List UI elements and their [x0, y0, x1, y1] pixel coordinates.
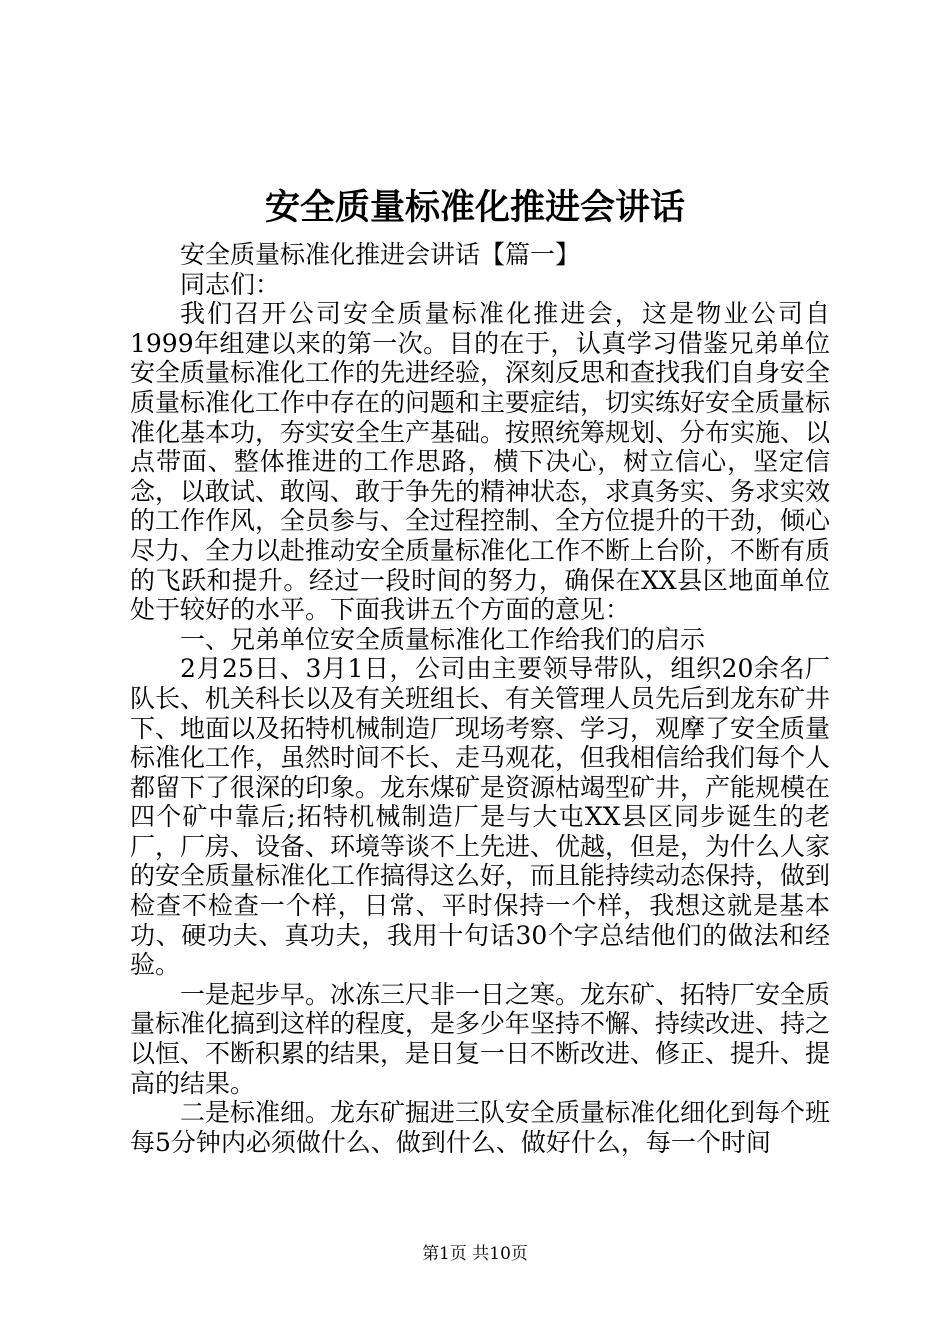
paragraph: 2月25日、3月1日，公司由主要领导带队，组织20余名厂队长、机关科长以及有关班组长、有关管理人员先后到龙东矿井下、地面以及拓特机械制造厂现场考察、学习，观摩了安全质量标准化工作，虽然时间不长、走马观花，但我相信给我们每个人都留下了很深的印象。龙东煤矿是资源枯竭型矿井，产能规模在四个矿中靠后;拓特机械制造厂是与大屯XX县区同步诞生的老厂，厂房、设备、环境等谈不上先进、优越，但是，为什么人家的安全质量标准化工作搞得这么好，而且能持续动态保持，做到检查不检查一个样，日常、平时保持一个样，我想这就是基本功、硬功夫、真功夫，我用十句话30个字总结他们的做法和经验。	[130, 654, 831, 980]
salutation: 同志们：	[180, 269, 281, 299]
page-number-footer: 第1页 共10页	[422, 1244, 528, 1264]
paragraph: 我们召开公司安全质量标准化推进会，这是物业公司自1999年组建以来的第一次。目的在于，认真学习借鉴兄弟单位安全质量标准化工作的先进经验，深刻反思和查找我们自身安全质量标准化工作中存在的问题和主要症结，切实练好安全质量标准化基本功，夯实安全生产基础。按照统筹规划、分布实施、以点带面、整体推进的工作思路，横下决心，树立信心，坚定信念，以敢试、敢闯、敢于争先的精神状态，求真务实、务求实效的工作作风，全员参与、全过程控制、全方位提升的干劲，倾心尽力、全力以赴推动安全质量标准化工作不断上台阶，不断有质的飞跃和提升。经过一段时间的努力，确保在XX县区地面单位处于较好的水平。下面我讲五个方面的意见：	[130, 299, 831, 625]
section-heading: 安全质量标准化推进会讲话【篇一】	[180, 240, 581, 269]
paragraph: 二是标准细。龙东矿掘进三队安全质量标准化细化到每个班每5分钟内必须做什么、做到什么、做好什么，每一个时间	[130, 1098, 831, 1157]
paragraph: 一是起步早。冰冻三尺非一日之寒。龙东矿、拓特厂安全质量标准化搞到这样的程度，是多少年坚持不懈、持续改进、持之以恒、不断积累的结果，是日复一日不断改进、修正、提升、提高的结果。	[130, 979, 831, 1098]
section-heading: 一、兄弟单位安全质量标准化工作给我们的启示	[180, 624, 706, 654]
document-title: 安全质量标准化推进会讲话	[264, 187, 685, 228]
document-body	[130, 240, 830, 1157]
